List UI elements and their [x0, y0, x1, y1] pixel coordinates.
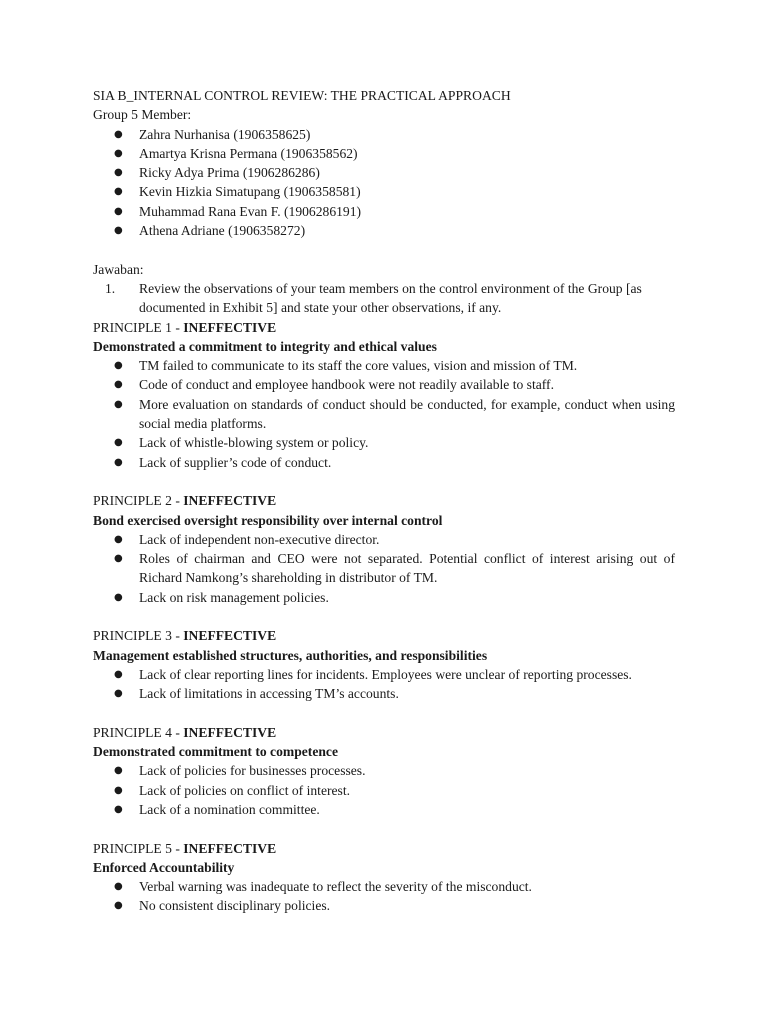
spacer — [93, 607, 675, 626]
member-list — [93, 125, 675, 241]
spacer — [93, 240, 675, 259]
list-item: ● TM failed to communicate to its staff the core values, vision and mission of TM. — [93, 356, 675, 375]
principle-status: INEFFECTIVE — [183, 319, 277, 335]
principle-status: INEFFECTIVE — [183, 493, 277, 509]
principle-label: PRINCIPLE 5 - — [93, 840, 184, 856]
question-text: Review the observations of your team members on the control environment of the Group [as documented in Exhibit 5] and state your other observations, if any. — [139, 280, 642, 316]
principle-items — [93, 665, 675, 704]
principle-items — [93, 877, 675, 916]
principle-label: PRINCIPLE 2 - — [93, 493, 184, 509]
principle-subtitle: Demonstrated commitment to competence — [93, 744, 338, 760]
principle-items — [93, 356, 675, 472]
principle-status: INEFFECTIVE — [183, 628, 277, 644]
principle-status: INEFFECTIVE — [183, 724, 277, 740]
principle-items — [93, 530, 675, 607]
member-item: ● Athena Adriane (1906358272) — [93, 221, 675, 240]
group-label: Group 5 Member: — [93, 107, 192, 123]
principle-heading — [93, 839, 675, 858]
list-item: ● No consistent disciplinary policies. — [93, 896, 675, 915]
list-item: ● Verbal warning was inadequate to reflect the severity of the misconduct. — [93, 877, 675, 896]
spacer — [93, 472, 675, 491]
list-item: ● Roles of chairman and CEO were not separated. Potential conflict of interest arising out of Richard Namkong’s shareholding in distributor of TM. — [93, 549, 675, 588]
document-title: SIA B_INTERNAL CONTROL REVIEW: THE PRACTICAL APPROACH — [93, 88, 511, 103]
list-item: ● Lack of policies for businesses processes. — [93, 761, 675, 780]
member-item: ● Muhammad Rana Evan F. (1906286191) — [93, 202, 675, 221]
list-item: ● Lack of policies on conflict of interest. — [93, 781, 675, 800]
spacer — [93, 704, 675, 723]
principle-status: INEFFECTIVE — [183, 840, 277, 856]
principle-heading — [93, 318, 675, 337]
list-item: ● Lack of a nomination committee. — [93, 800, 675, 819]
member-item: ● Ricky Adya Prima (1906286286) — [93, 163, 675, 182]
list-item: ● Lack of limitations in accessing TM’s accounts. — [93, 684, 675, 703]
principle-label: PRINCIPLE 4 - — [93, 724, 184, 740]
principle-items — [93, 761, 675, 819]
list-item: ● Lack of clear reporting lines for incidents. Employees were unclear of reporting processes. — [93, 665, 675, 684]
list-item: ● Lack of whistle-blowing system or policy. — [93, 433, 675, 452]
question-item — [93, 279, 675, 318]
principle-label: PRINCIPLE 1 - — [93, 319, 184, 335]
answer-label: Jawaban: — [93, 261, 144, 277]
principle-subtitle: Management established structures, authorities, and responsibilities — [93, 647, 488, 663]
spacer — [93, 819, 675, 838]
list-item: ● Lack of supplier’s code of conduct. — [93, 453, 675, 472]
member-item: ● Amartya Krisna Permana (1906358562) — [93, 144, 675, 163]
principle-subtitle: Demonstrated a commitment to integrity and ethical values — [93, 338, 437, 354]
document-content — [93, 86, 675, 916]
list-item: ● Lack of independent non-executive director. — [93, 530, 675, 549]
list-item: ● Code of conduct and employee handbook were not readily available to staff. — [93, 375, 675, 394]
member-item: ● Kevin Hizkia Simatupang (1906358581) — [93, 182, 675, 201]
principle-heading — [93, 723, 675, 742]
list-item: ● Lack on risk management policies. — [93, 588, 675, 607]
principle-subtitle: Bond exercised oversight responsibility over internal control — [93, 512, 443, 528]
principle-heading — [93, 491, 675, 510]
list-item: ● More evaluation on standards of conduct should be conducted, for example, conduct when using social media platforms. — [93, 395, 675, 434]
principle-heading — [93, 626, 675, 645]
principle-subtitle: Enforced Accountability — [93, 859, 235, 875]
question-number: 1. — [105, 280, 116, 296]
principle-label: PRINCIPLE 3 - — [93, 628, 184, 644]
member-item: ● Zahra Nurhanisa (1906358625) — [93, 125, 675, 144]
